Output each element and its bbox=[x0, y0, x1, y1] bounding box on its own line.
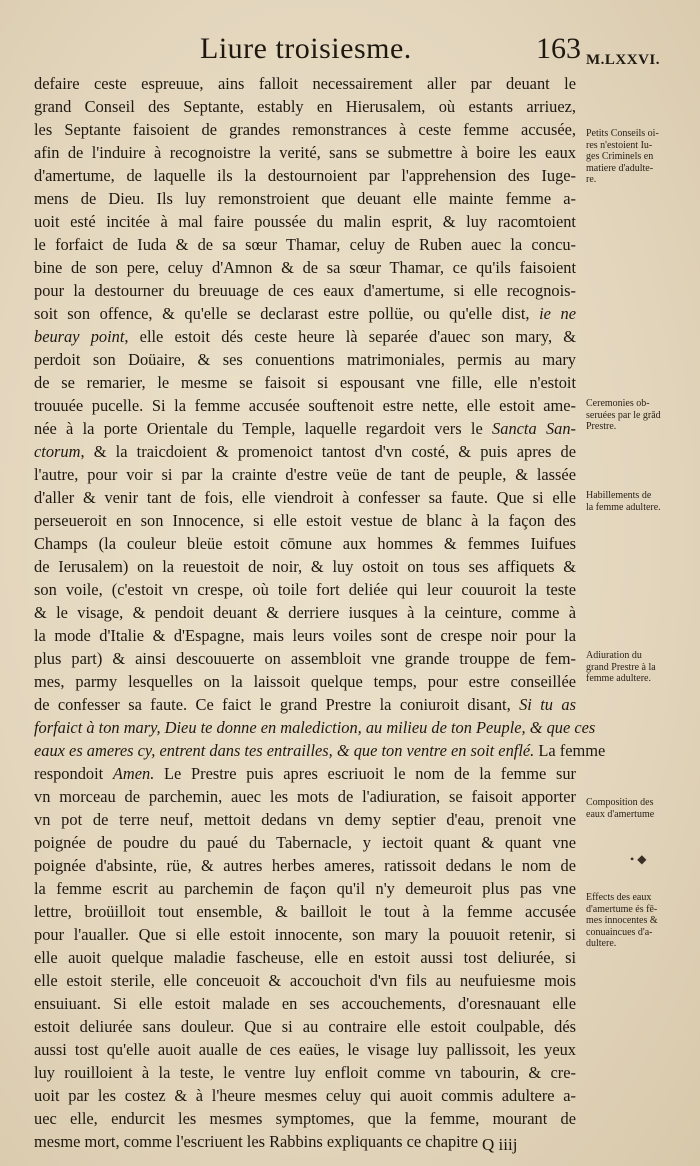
margin-note-line: d'amertume és fē- bbox=[586, 903, 658, 915]
text-line bbox=[34, 670, 576, 693]
text-run: elle estoit sterile, elle conceuoit & accouchoit d'vn fils au neufuiesme mois bbox=[34, 971, 576, 990]
text-run: la mode d'Italie & d'Espagne, mais leurs voiles sont de crespe noir pour la bbox=[34, 626, 576, 645]
text-run: elle auoit quelque maladie fascheuse, elle en estoit aussi tost deliurée, si bbox=[34, 948, 576, 967]
page-number: 163 bbox=[536, 32, 581, 65]
margin-note-line: re. bbox=[586, 174, 597, 185]
text-line bbox=[34, 1061, 576, 1084]
margin-note-line: Prestre. bbox=[586, 421, 617, 432]
margin-note-line: matiere d'adulte- bbox=[586, 162, 654, 174]
text-run: de confesser sa faute. Ce faict le grand Prestre la coniuroit disant, bbox=[34, 695, 520, 714]
margin-note-effects bbox=[586, 892, 696, 950]
margin-note-line: Ceremonies ob- bbox=[586, 398, 650, 409]
signature-mark: Q iiij bbox=[482, 1135, 518, 1154]
text-run: aussi tost qu'elle auoit aualle de ces eaües, le visage luy pallissoit, les yeux bbox=[34, 1040, 576, 1059]
text-run: née à la porte Orientale du Temple, laquelle regardoit vers le bbox=[34, 419, 493, 438]
margin-note-composition bbox=[586, 797, 696, 820]
text-run: mesme mort, comme l'escriuent les Rabbins expliquants ce chapitre bbox=[34, 1132, 479, 1151]
italic-run: eaux es ameres cy, entrent dans tes entrailles, & que ton ventre en soit enflé. bbox=[34, 741, 535, 760]
margin-note-habillements bbox=[586, 490, 696, 513]
text-run: l'autre, pour voir si par la crainte d'estre veüe de tant de peuple, & lassée bbox=[34, 465, 576, 484]
text-run: pour la destourner du breuuage de ces eaux d'amertume, si elle recognois- bbox=[34, 281, 576, 300]
text-line bbox=[34, 877, 576, 900]
text-run: trouuée pucelle. Si la femme accusée souftenoit estre nette, elle estoit ame- bbox=[34, 396, 576, 415]
text-run: lettre, broüilloit tout ensemble, & bailloit le tout à la femme accusée bbox=[34, 902, 576, 921]
italic-run: forfaict à ton mary, Dieu te donne en malediction, au milieu de ton Peuple, & que ces bbox=[34, 718, 596, 737]
margin-note-line: seruées par le grād bbox=[586, 409, 661, 421]
margin-note-line: mes innocentes & bbox=[586, 915, 658, 926]
text-run: de Ierusalem) on la reuestoit de noir, & luy ostoit on tous ses affiquets & bbox=[34, 557, 576, 576]
margin-note-line: conuaincues d'a- bbox=[586, 926, 653, 938]
margin-note-line: Adiuration du bbox=[586, 650, 642, 661]
text-line bbox=[34, 716, 596, 739]
text-line bbox=[34, 463, 576, 486]
text-run: La femme bbox=[534, 741, 606, 760]
margin-note-line: Composition des bbox=[586, 797, 654, 808]
text-line bbox=[34, 854, 576, 877]
text-line bbox=[34, 555, 576, 578]
text-run: respondoit bbox=[34, 764, 113, 783]
text-run: soit son offence, & qu'elle se declarast estre pollüe, ou qu'elle dist, bbox=[34, 304, 540, 323]
text-run: vn morceau de parchemin, auec les mots de l'adiuration, se faisoit apporter bbox=[34, 787, 576, 806]
text-line bbox=[34, 1084, 576, 1107]
text-line bbox=[34, 739, 606, 762]
margin-note-petits-conseils bbox=[586, 128, 696, 186]
text-run: bine de son pere, celuy d'Amnon & de sa sœur Thamar, ce qu'ils faisoient bbox=[34, 258, 576, 277]
margin-note-line: ges Criminels en bbox=[586, 151, 654, 162]
text-line bbox=[34, 831, 576, 854]
text-run: luy rouilloient à la teste, le ventre luy enfloit comme vn tabourin, & cre- bbox=[34, 1063, 576, 1082]
text-run: uoit esté incitée à mal faire poussée du malin esprit, & luy racomtoient bbox=[34, 212, 576, 231]
text-line bbox=[34, 141, 576, 164]
text-line bbox=[34, 72, 576, 95]
text-line bbox=[34, 440, 576, 463]
text-run: defaire ceste espreuue, ains falloit necessairement aller par deuant le bbox=[34, 74, 576, 93]
year-marker: M.LXXVI. bbox=[586, 52, 660, 68]
printer-ornament: • ◆ bbox=[630, 852, 647, 866]
text-run: uoit par les costez & à l'heure mesmes celuy qui auoit commis adultere a- bbox=[34, 1086, 576, 1105]
text-run: les Septante faisoient de grandes remonstrances à ceste femme accusée, bbox=[34, 120, 576, 139]
italic-run: ie ne bbox=[539, 304, 576, 323]
text-line bbox=[34, 233, 576, 256]
text-run: , elle estoit dés ceste heure là separée d'auec son mary, & bbox=[124, 327, 576, 346]
text-line bbox=[34, 509, 576, 532]
text-line bbox=[34, 946, 576, 969]
text-run: perdoit son Doüaire, & ses conuentions matrimoniales, permis au mary bbox=[34, 350, 576, 369]
text-run: Le Prestre puis apres escriuoit le nom de la femme sur bbox=[154, 764, 576, 783]
margin-note-line: dultere. bbox=[586, 938, 617, 949]
text-line bbox=[34, 118, 576, 141]
text-line bbox=[34, 371, 576, 394]
text-run: la femme escrit au parchemin de façon qu'il n'y demeuroit plus pas vne bbox=[34, 879, 576, 898]
text-run: mes, parmy lesquelles on la laissoit quelque temps, pour estre conseillée bbox=[34, 672, 576, 691]
margin-note-line: Habillements de bbox=[586, 490, 652, 501]
text-run: perseueroit en son Innocence, si elle estoit vestue de blanc à la façon des bbox=[34, 511, 576, 530]
text-line bbox=[34, 762, 576, 785]
text-run: mens de Dieu. Ils luy remonstroient que deuant elle mainte femme a- bbox=[34, 189, 576, 208]
italic-run: Sancta San- bbox=[492, 419, 576, 438]
running-head: Liure troisiesme. bbox=[200, 32, 412, 65]
margin-note-line: Petits Conseils oi- bbox=[586, 128, 659, 139]
text-run: estoit deliurée sans douleur. Que si au contraire elle estoit coulpable, dés bbox=[34, 1017, 576, 1036]
text-line bbox=[34, 417, 576, 440]
text-run: grand Conseil des Septante, estably en Hierusalem, où estants arriuez, bbox=[34, 97, 576, 116]
text-line bbox=[34, 210, 576, 233]
text-line bbox=[34, 348, 576, 371]
text-run: plus part) & ainsi descouuerte on assembloit vne grande trouppe de fem- bbox=[34, 649, 576, 668]
text-run: & le visage, & pendoit deuant & derriere iusques à la ceinture, comme à bbox=[34, 603, 576, 622]
text-run: Champs (la couleur bleüe estoit cōmune aux hommes & femmes Iuifues bbox=[34, 534, 576, 553]
text-line bbox=[34, 95, 576, 118]
margin-note-line: la femme adultere. bbox=[586, 501, 661, 513]
text-run: d'aller & venir tant de fois, elle viendroit à confesser sa faute. Que si elle bbox=[34, 488, 576, 507]
text-run: de se remarier, le mesme se faisoit si espousant vne fille, elle n'estoit bbox=[34, 373, 576, 392]
text-run: afin de l'induire à recognoistre la verité, sans se submettre à boire les eaux bbox=[34, 143, 576, 162]
text-line bbox=[34, 256, 576, 279]
main-text bbox=[34, 72, 606, 1153]
text-line bbox=[34, 279, 576, 302]
margin-note-line: femme adultere. bbox=[586, 673, 651, 684]
italic-run: beuray point bbox=[34, 327, 125, 346]
margin-note-line: eaux d'amertume bbox=[586, 808, 655, 820]
margin-note-adiuration bbox=[586, 650, 696, 685]
italic-run: Si tu as bbox=[519, 695, 576, 714]
text-run: vn pot de terre neuf, mettoit dedans vn demy septier d'eau, prenoit vne bbox=[34, 810, 576, 829]
italic-run: ctorum bbox=[34, 442, 81, 461]
margin-note-line: Effects des eaux bbox=[586, 892, 652, 903]
text-line bbox=[34, 394, 576, 417]
text-line bbox=[34, 693, 576, 716]
text-run: son voile, (c'estoit vn crespe, où toile fort deliée qui leur couuroit la teste bbox=[34, 580, 576, 599]
text-line bbox=[34, 647, 576, 670]
text-line bbox=[34, 969, 576, 992]
text-run: pour l'aualler. Que si elle estoit innocente, son mary la pouuoit retenir, si bbox=[34, 925, 576, 944]
text-line bbox=[34, 302, 576, 325]
text-line bbox=[34, 601, 576, 624]
text-run: d'amertume, de laquelle ils la destournoient par l'apprehension des Iuge- bbox=[34, 166, 576, 185]
text-run: poignée d'absinte, rüe, & autres herbes ameres, ratissoit dedans le nom de bbox=[34, 856, 576, 875]
text-line bbox=[34, 164, 576, 187]
text-line bbox=[34, 1107, 576, 1130]
text-run: ensuiuant. Si elle estoit malade en ses accouchements, d'oresnauant elle bbox=[34, 994, 576, 1013]
margin-note-ceremonies bbox=[586, 398, 696, 433]
margin-note-line: res n'estoient Iu- bbox=[586, 139, 653, 151]
text-line bbox=[34, 486, 576, 509]
text-line bbox=[34, 187, 576, 210]
text-line bbox=[34, 624, 576, 647]
text-run: uec elle, endurcit les mesmes symptomes, que la femme, mourant de bbox=[34, 1109, 576, 1128]
text-line bbox=[34, 325, 576, 348]
text-line bbox=[34, 1038, 576, 1061]
text-line bbox=[34, 532, 576, 555]
text-line bbox=[34, 900, 576, 923]
margin-note-line: grand Prestre à la bbox=[586, 661, 656, 673]
text-run: le forfaict de Iuda & de sa sœur Thamar, celuy de Ruben auec la concu- bbox=[34, 235, 576, 254]
text-line bbox=[34, 808, 576, 831]
text-line bbox=[34, 578, 576, 601]
text-line bbox=[34, 992, 576, 1015]
text-line bbox=[34, 785, 576, 808]
italic-run: Amen. bbox=[112, 764, 155, 783]
text-line bbox=[34, 923, 576, 946]
text-run: poignée de poudre du paué du Tabernacle, y iectoit quant & quant vne bbox=[34, 833, 576, 852]
text-run: , & la traicdoient & promenoict tantost d'vn costé, & puis apres de bbox=[80, 442, 576, 461]
text-line bbox=[34, 1015, 576, 1038]
